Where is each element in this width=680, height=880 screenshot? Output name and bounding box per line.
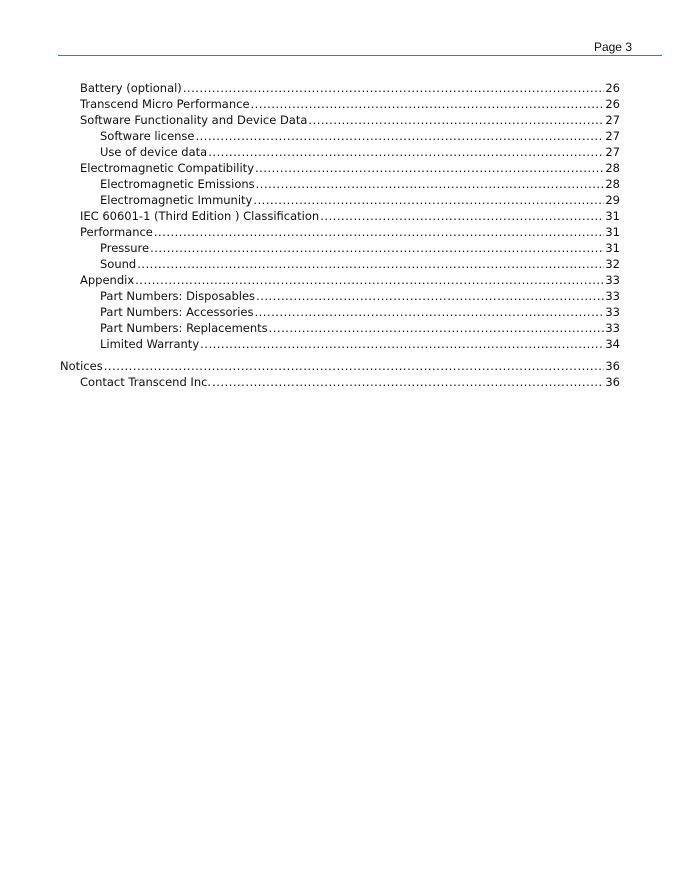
toc-entry[interactable] (60, 80, 620, 96)
toc-entry-page: 32 (605, 257, 620, 271)
toc-dot-leader (150, 240, 604, 256)
toc-entry[interactable] (60, 208, 620, 224)
toc-entry-title: Sound (100, 257, 137, 271)
toc-entry-title: Transcend Micro Performance (80, 97, 250, 111)
toc-entry[interactable] (60, 96, 620, 112)
toc-entry-page: 31 (605, 225, 620, 239)
toc-entry-title: Electromagnetic Immunity (100, 193, 253, 207)
toc-dot-leader (137, 256, 604, 272)
toc-dot-leader (308, 112, 604, 128)
toc-entry[interactable] (60, 160, 620, 176)
toc-entry-page: 28 (605, 177, 620, 191)
toc-entry[interactable] (60, 192, 620, 208)
toc-dot-leader (320, 208, 604, 224)
table-of-contents (60, 80, 620, 390)
toc-dot-leader (196, 128, 605, 144)
toc-entry-title: Electromagnetic Compatibility (80, 161, 254, 175)
toc-entry-title: Performance (80, 225, 153, 239)
toc-entry-title: Use of device data (100, 145, 208, 159)
toc-entry-page: 27 (605, 129, 620, 143)
toc-entry-title: Part Numbers: Disposables (100, 289, 256, 303)
toc-entry-page: 33 (605, 321, 620, 335)
toc-entry[interactable] (60, 304, 620, 320)
toc-entry[interactable] (60, 240, 620, 256)
toc-entry-page: 36 (605, 375, 620, 389)
toc-entry-title: Battery (optional) (80, 81, 182, 95)
toc-entry[interactable] (60, 112, 620, 128)
toc-entry-page: 27 (605, 145, 620, 159)
toc-entry[interactable] (60, 224, 620, 240)
toc-entry-title: Part Numbers: Accessories (100, 305, 254, 319)
toc-entry[interactable] (60, 128, 620, 144)
toc-entry-title: IEC 60601-1 (Third Edition ) Classification (80, 209, 320, 223)
toc-entry-title: Software license (100, 129, 195, 143)
toc-entry[interactable] (60, 288, 620, 304)
toc-entry[interactable] (60, 272, 620, 288)
toc-entry-page: 31 (605, 209, 620, 223)
toc-entry-title: Pressure (100, 241, 150, 255)
toc-entry[interactable] (60, 176, 620, 192)
toc-dot-leader (251, 96, 605, 112)
toc-dot-leader (256, 176, 605, 192)
toc-dot-leader (154, 224, 604, 240)
toc-entry-title: Part Numbers: Replacements (100, 321, 268, 335)
page-number: Page 3 (593, 40, 632, 54)
toc-dot-leader (200, 336, 604, 352)
toc-entry[interactable] (60, 358, 620, 374)
page-header (0, 36, 680, 56)
toc-entry-page: 33 (605, 305, 620, 319)
toc-dot-leader (256, 288, 604, 304)
toc-entry-page: 31 (605, 241, 620, 255)
toc-entry-title: Notices (60, 359, 103, 373)
toc-entry-page: 34 (605, 337, 620, 351)
toc-dot-leader (254, 304, 604, 320)
toc-entry-page: 26 (605, 97, 620, 111)
toc-entry-page: 26 (605, 81, 620, 95)
toc-entry-page: 29 (605, 193, 620, 207)
toc-entry-page: 27 (605, 113, 620, 127)
toc-entry-title: Software Functionality and Device Data (80, 113, 308, 127)
toc-dot-leader (212, 374, 604, 390)
toc-dot-leader (253, 192, 604, 208)
toc-entry-title: Contact Transcend Inc. (80, 375, 212, 389)
toc-entry-title: Appendix (80, 273, 135, 287)
toc-entry-page: 33 (605, 273, 620, 287)
toc-dot-leader (135, 272, 604, 288)
toc-entry[interactable] (60, 336, 620, 352)
toc-dot-leader (208, 144, 604, 160)
toc-entry-page: 28 (605, 161, 620, 175)
toc-dot-leader (255, 160, 604, 176)
header-rule (58, 55, 662, 56)
toc-dot-leader (269, 320, 605, 336)
toc-dot-leader (104, 358, 605, 374)
toc-entry[interactable] (60, 144, 620, 160)
toc-entry[interactable] (60, 320, 620, 336)
toc-entry-title: Limited Warranty (100, 337, 200, 351)
toc-entry-page: 33 (605, 289, 620, 303)
toc-entry-title: Electromagnetic Emissions (100, 177, 255, 191)
toc-entry[interactable] (60, 256, 620, 272)
toc-entry[interactable] (60, 374, 620, 390)
toc-entry-page: 36 (605, 359, 620, 373)
toc-dot-leader (183, 80, 605, 96)
